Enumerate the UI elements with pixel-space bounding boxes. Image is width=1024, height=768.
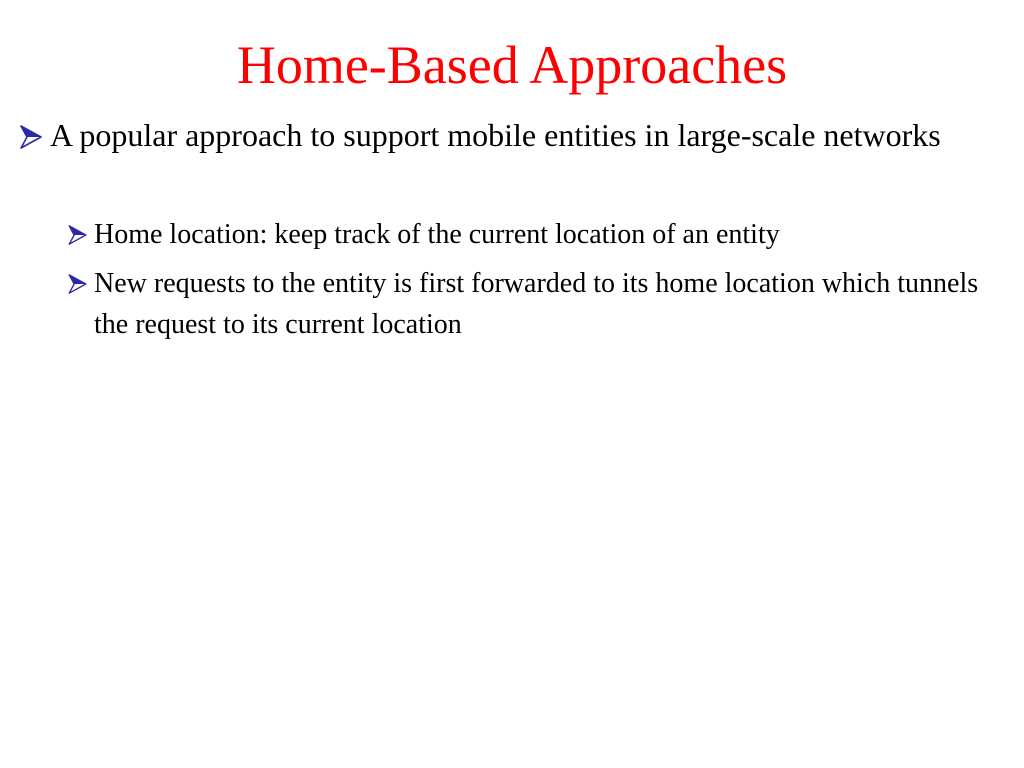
arrow-bullet-icon: [68, 225, 87, 245]
bullet-text: New requests to the entity is first forwarded to its home location which tunnels the request to its current location: [94, 268, 979, 340]
bullet-text: Home location: keep track of the current location of an entity: [94, 219, 780, 250]
arrow-bullet-icon: [20, 125, 42, 149]
slide-title: Home-Based Approaches: [236, 35, 788, 95]
arrow-bullet-icon: [68, 274, 87, 294]
bullet-text: A popular approach to support mobile entities in large-scale networks: [50, 117, 941, 153]
